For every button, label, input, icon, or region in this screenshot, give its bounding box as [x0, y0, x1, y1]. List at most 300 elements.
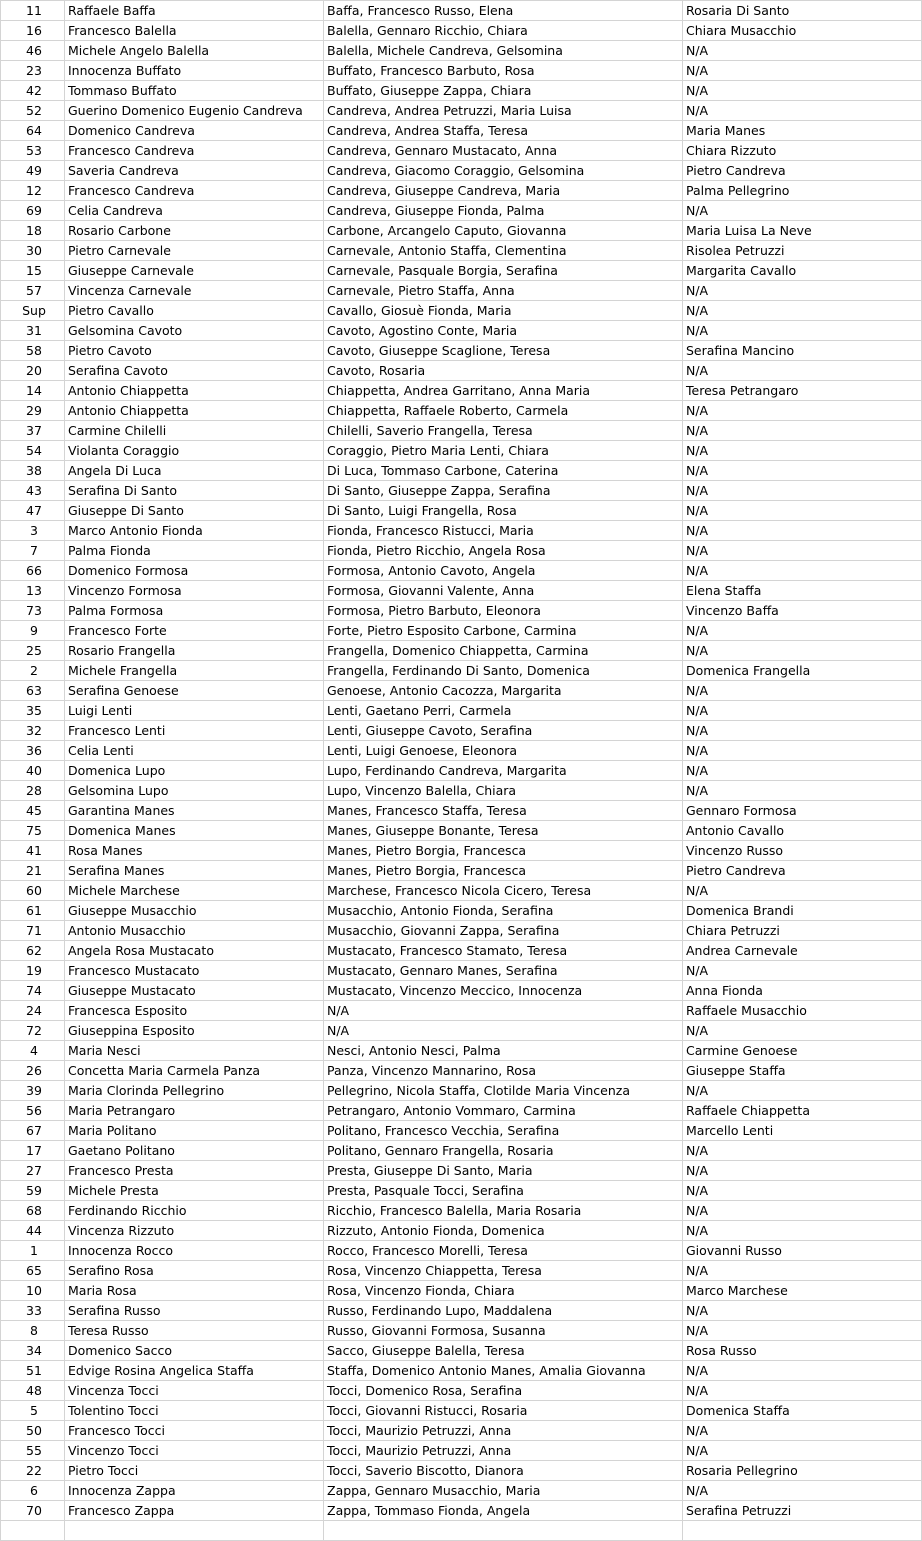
spouse-cell[interactable]: N/A — [683, 501, 922, 521]
spouse-cell[interactable]: N/A — [683, 1321, 922, 1341]
record-number-cell[interactable]: 56 — [1, 1101, 65, 1121]
parents-cell[interactable]: Staffa, Domenico Antonio Manes, Amalia Giovanna — [324, 1361, 683, 1381]
parents-cell[interactable]: Manes, Pietro Borgia, Francesca — [324, 861, 683, 881]
record-number-cell[interactable]: 40 — [1, 761, 65, 781]
spouse-cell[interactable]: N/A — [683, 1081, 922, 1101]
record-number-cell[interactable]: 68 — [1, 1201, 65, 1221]
person-name-cell[interactable]: Innocenza Buffato — [65, 61, 324, 81]
parents-cell[interactable]: Tocci, Saverio Biscotto, Dianora — [324, 1461, 683, 1481]
record-number-cell[interactable]: 27 — [1, 1161, 65, 1181]
record-number-cell[interactable]: 28 — [1, 781, 65, 801]
parents-cell[interactable]: Tocci, Domenico Rosa, Serafina — [324, 1381, 683, 1401]
parents-cell[interactable]: Candreva, Andrea Petruzzi, Maria Luisa — [324, 101, 683, 121]
parents-cell[interactable]: Mustacato, Francesco Stamato, Teresa — [324, 941, 683, 961]
parents-cell[interactable]: Di Santo, Giuseppe Zappa, Serafina — [324, 481, 683, 501]
record-number-cell[interactable]: 63 — [1, 681, 65, 701]
person-name-cell[interactable]: Carmine Chilelli — [65, 421, 324, 441]
person-name-cell[interactable]: Michele Angelo Balella — [65, 41, 324, 61]
record-number-cell[interactable]: 26 — [1, 1061, 65, 1081]
record-number-cell[interactable]: 29 — [1, 401, 65, 421]
spouse-cell[interactable]: Rosa Russo — [683, 1341, 922, 1361]
spouse-cell[interactable]: N/A — [683, 561, 922, 581]
record-number-cell[interactable]: 1 — [1, 1241, 65, 1261]
record-number-cell[interactable]: 23 — [1, 61, 65, 81]
record-number-cell[interactable]: 51 — [1, 1361, 65, 1381]
spouse-cell[interactable]: Giuseppe Staffa — [683, 1061, 922, 1081]
spouse-cell[interactable]: N/A — [683, 521, 922, 541]
parents-cell[interactable]: Chiappetta, Raffaele Roberto, Carmela — [324, 401, 683, 421]
record-number-cell[interactable]: 72 — [1, 1021, 65, 1041]
spouse-cell[interactable]: N/A — [683, 1441, 922, 1461]
person-name-cell[interactable]: Francesco Candreva — [65, 181, 324, 201]
parents-cell[interactable]: Ricchio, Francesco Balella, Maria Rosaria — [324, 1201, 683, 1221]
record-number-cell[interactable]: 52 — [1, 101, 65, 121]
record-number-cell[interactable]: 34 — [1, 1341, 65, 1361]
record-number-cell[interactable]: 6 — [1, 1481, 65, 1501]
person-name-cell[interactable]: Michele Frangella — [65, 661, 324, 681]
record-number-cell[interactable]: 73 — [1, 601, 65, 621]
record-number-cell[interactable]: 41 — [1, 841, 65, 861]
person-name-cell[interactable]: Pietro Cavoto — [65, 341, 324, 361]
person-name-cell[interactable]: Raffaele Baffa — [65, 1, 324, 21]
spouse-cell[interactable]: N/A — [683, 761, 922, 781]
spouse-cell[interactable]: Rosaria Di Santo — [683, 1, 922, 21]
record-number-cell[interactable]: 42 — [1, 81, 65, 101]
spouse-cell[interactable]: N/A — [683, 1421, 922, 1441]
person-name-cell[interactable]: Domenica Lupo — [65, 761, 324, 781]
record-number-cell[interactable]: 4 — [1, 1041, 65, 1061]
parents-cell[interactable]: Zappa, Gennaro Musacchio, Maria — [324, 1481, 683, 1501]
person-name-cell[interactable]: Giuseppe Musacchio — [65, 901, 324, 921]
parents-cell[interactable]: Balella, Gennaro Ricchio, Chiara — [324, 21, 683, 41]
record-number-cell[interactable]: 62 — [1, 941, 65, 961]
parents-cell[interactable]: Petrangaro, Antonio Vommaro, Carmina — [324, 1101, 683, 1121]
parents-cell[interactable]: Lenti, Luigi Genoese, Eleonora — [324, 741, 683, 761]
spouse-cell[interactable]: Margarita Cavallo — [683, 261, 922, 281]
person-name-cell[interactable]: Maria Clorinda Pellegrino — [65, 1081, 324, 1101]
spouse-cell[interactable]: N/A — [683, 361, 922, 381]
spouse-cell[interactable]: Pietro Candreva — [683, 861, 922, 881]
record-number-cell[interactable]: 65 — [1, 1261, 65, 1281]
person-name-cell[interactable]: Antonio Chiappetta — [65, 381, 324, 401]
person-name-cell[interactable]: Antonio Chiappetta — [65, 401, 324, 421]
record-number-cell[interactable]: 25 — [1, 641, 65, 661]
person-name-cell[interactable]: Celia Lenti — [65, 741, 324, 761]
person-name-cell[interactable]: Maria Rosa — [65, 1281, 324, 1301]
spouse-cell[interactable]: Raffaele Chiappetta — [683, 1101, 922, 1121]
spouse-cell[interactable]: N/A — [683, 1261, 922, 1281]
parents-cell[interactable]: Zappa, Tommaso Fionda, Angela — [324, 1501, 683, 1521]
spouse-cell[interactable]: Chiara Petruzzi — [683, 921, 922, 941]
record-number-cell[interactable]: 54 — [1, 441, 65, 461]
spouse-cell[interactable]: N/A — [683, 461, 922, 481]
person-name-cell[interactable]: Domenico Candreva — [65, 121, 324, 141]
spouse-cell[interactable]: Chiara Rizzuto — [683, 141, 922, 161]
record-number-cell[interactable]: 74 — [1, 981, 65, 1001]
person-name-cell[interactable]: Palma Fionda — [65, 541, 324, 561]
parents-cell[interactable]: Carnevale, Pietro Staffa, Anna — [324, 281, 683, 301]
person-name-cell[interactable]: Maria Petrangaro — [65, 1101, 324, 1121]
parents-cell[interactable]: Forte, Pietro Esposito Carbone, Carmina — [324, 621, 683, 641]
record-number-cell[interactable]: 11 — [1, 1, 65, 21]
parents-cell[interactable]: Candreva, Andrea Staffa, Teresa — [324, 121, 683, 141]
person-name-cell[interactable]: Rosa Manes — [65, 841, 324, 861]
person-name-cell[interactable]: Serafina Russo — [65, 1301, 324, 1321]
record-number-cell[interactable]: 48 — [1, 1381, 65, 1401]
spouse-cell[interactable]: Maria Manes — [683, 121, 922, 141]
record-number-cell[interactable]: 30 — [1, 241, 65, 261]
spouse-cell[interactable]: N/A — [683, 881, 922, 901]
record-number-cell[interactable]: 18 — [1, 221, 65, 241]
person-name-cell[interactable]: Innocenza Rocco — [65, 1241, 324, 1261]
spouse-cell[interactable]: Raffaele Musacchio — [683, 1001, 922, 1021]
person-name-cell[interactable]: Luigi Lenti — [65, 701, 324, 721]
record-number-cell[interactable]: 64 — [1, 121, 65, 141]
person-name-cell[interactable]: Serafino Rosa — [65, 1261, 324, 1281]
parents-cell[interactable]: Cavallo, Giosuè Fionda, Maria — [324, 301, 683, 321]
record-number-cell[interactable]: 36 — [1, 741, 65, 761]
record-number-cell[interactable]: 17 — [1, 1141, 65, 1161]
spouse-cell[interactable]: N/A — [683, 1181, 922, 1201]
person-name-cell[interactable]: Domenico Sacco — [65, 1341, 324, 1361]
spouse-cell[interactable]: N/A — [683, 701, 922, 721]
spouse-cell[interactable]: N/A — [683, 481, 922, 501]
record-number-cell[interactable]: 33 — [1, 1301, 65, 1321]
person-name-cell[interactable]: Edvige Rosina Angelica Staffa — [65, 1361, 324, 1381]
record-number-cell[interactable]: 59 — [1, 1181, 65, 1201]
parents-cell[interactable]: Candreva, Gennaro Mustacato, Anna — [324, 141, 683, 161]
record-number-cell[interactable]: 53 — [1, 141, 65, 161]
spouse-cell[interactable]: N/A — [683, 1301, 922, 1321]
parents-cell[interactable]: Rosa, Vincenzo Fionda, Chiara — [324, 1281, 683, 1301]
spouse-cell[interactable]: Palma Pellegrino — [683, 181, 922, 201]
record-number-cell[interactable]: 2 — [1, 661, 65, 681]
spouse-cell[interactable]: N/A — [683, 301, 922, 321]
parents-cell[interactable]: Cavoto, Giuseppe Scaglione, Teresa — [324, 341, 683, 361]
record-number-cell[interactable]: 20 — [1, 361, 65, 381]
record-number-cell[interactable]: 21 — [1, 861, 65, 881]
spouse-cell[interactable]: Giovanni Russo — [683, 1241, 922, 1261]
record-number-cell[interactable]: 38 — [1, 461, 65, 481]
person-name-cell[interactable]: Garantina Manes — [65, 801, 324, 821]
parents-cell[interactable]: Genoese, Antonio Cacozza, Margarita — [324, 681, 683, 701]
record-number-cell[interactable]: 70 — [1, 1501, 65, 1521]
spouse-cell[interactable]: Marco Marchese — [683, 1281, 922, 1301]
person-name-cell[interactable]: Francesco Balella — [65, 21, 324, 41]
spouse-cell[interactable]: N/A — [683, 541, 922, 561]
record-number-cell[interactable]: 60 — [1, 881, 65, 901]
record-number-cell[interactable]: 8 — [1, 1321, 65, 1341]
person-name-cell[interactable]: Pietro Carnevale — [65, 241, 324, 261]
parents-cell[interactable]: Rosa, Vincenzo Chiappetta, Teresa — [324, 1261, 683, 1281]
person-name-cell[interactable]: Tommaso Buffato — [65, 81, 324, 101]
parents-cell[interactable]: Tocci, Maurizio Petruzzi, Anna — [324, 1441, 683, 1461]
person-name-cell[interactable]: Domenico Formosa — [65, 561, 324, 581]
parents-cell[interactable]: Manes, Giuseppe Bonante, Teresa — [324, 821, 683, 841]
parents-cell[interactable]: Buffato, Francesco Barbuto, Rosa — [324, 61, 683, 81]
person-name-cell[interactable]: Giuseppe Di Santo — [65, 501, 324, 521]
parents-cell[interactable]: Candreva, Giacomo Coraggio, Gelsomina — [324, 161, 683, 181]
spouse-cell[interactable]: N/A — [683, 961, 922, 981]
spouse-cell[interactable]: Domenica Frangella — [683, 661, 922, 681]
parents-cell[interactable]: Formosa, Pietro Barbuto, Eleonora — [324, 601, 683, 621]
spouse-cell[interactable]: Vincenzo Russo — [683, 841, 922, 861]
parents-cell[interactable]: Cavoto, Rosaria — [324, 361, 683, 381]
person-name-cell[interactable]: Michele Marchese — [65, 881, 324, 901]
parents-cell[interactable]: Fionda, Francesco Ristucci, Maria — [324, 521, 683, 541]
record-number-cell[interactable]: 49 — [1, 161, 65, 181]
parents-cell[interactable]: Frangella, Domenico Chiappetta, Carmina — [324, 641, 683, 661]
spouse-cell[interactable]: N/A — [683, 101, 922, 121]
record-number-cell[interactable]: 39 — [1, 1081, 65, 1101]
parents-cell[interactable]: Di Santo, Luigi Frangella, Rosa — [324, 501, 683, 521]
record-number-cell[interactable]: 14 — [1, 381, 65, 401]
parents-cell[interactable]: Pellegrino, Nicola Staffa, Clotilde Maria Vincenza — [324, 1081, 683, 1101]
parents-cell[interactable]: Formosa, Antonio Cavoto, Angela — [324, 561, 683, 581]
parents-cell[interactable]: Chiappetta, Andrea Garritano, Anna Maria — [324, 381, 683, 401]
person-name-cell[interactable]: Saveria Candreva — [65, 161, 324, 181]
person-name-cell[interactable]: Gaetano Politano — [65, 1141, 324, 1161]
parents-cell[interactable]: Manes, Francesco Staffa, Teresa — [324, 801, 683, 821]
parents-cell[interactable]: Candreva, Giuseppe Fionda, Palma — [324, 201, 683, 221]
record-number-cell[interactable]: 32 — [1, 721, 65, 741]
parents-cell[interactable]: Di Luca, Tommaso Carbone, Caterina — [324, 461, 683, 481]
person-name-cell[interactable]: Michele Presta — [65, 1181, 324, 1201]
person-name-cell[interactable]: Angela Rosa Mustacato — [65, 941, 324, 961]
spouse-cell[interactable]: N/A — [683, 741, 922, 761]
parents-cell[interactable]: Presta, Pasquale Tocci, Serafina — [324, 1181, 683, 1201]
parents-cell[interactable]: Tocci, Maurizio Petruzzi, Anna — [324, 1421, 683, 1441]
person-name-cell[interactable]: Rosario Carbone — [65, 221, 324, 241]
record-number-cell[interactable]: 31 — [1, 321, 65, 341]
record-number-cell[interactable]: 69 — [1, 201, 65, 221]
person-name-cell[interactable]: Maria Nesci — [65, 1041, 324, 1061]
person-name-cell[interactable]: Francesco Presta — [65, 1161, 324, 1181]
record-number-cell[interactable]: 10 — [1, 1281, 65, 1301]
spouse-cell[interactable]: Andrea Carnevale — [683, 941, 922, 961]
record-number-cell[interactable]: 58 — [1, 341, 65, 361]
record-number-cell[interactable]: 44 — [1, 1221, 65, 1241]
parents-cell[interactable]: Sacco, Giuseppe Balella, Teresa — [324, 1341, 683, 1361]
person-name-cell[interactable]: Serafina Manes — [65, 861, 324, 881]
parents-cell[interactable]: Balella, Michele Candreva, Gelsomina — [324, 41, 683, 61]
person-name-cell[interactable]: Gelsomina Cavoto — [65, 321, 324, 341]
spouse-cell[interactable]: Chiara Musacchio — [683, 21, 922, 41]
person-name-cell[interactable]: Giuseppina Esposito — [65, 1021, 324, 1041]
person-name-cell[interactable]: Maria Politano — [65, 1121, 324, 1141]
parents-cell[interactable] — [324, 1521, 683, 1541]
person-name-cell[interactable]: Tolentino Tocci — [65, 1401, 324, 1421]
record-number-cell[interactable]: 61 — [1, 901, 65, 921]
parents-cell[interactable]: Manes, Pietro Borgia, Francesca — [324, 841, 683, 861]
person-name-cell[interactable]: Celia Candreva — [65, 201, 324, 221]
person-name-cell[interactable]: Francesco Candreva — [65, 141, 324, 161]
spouse-cell[interactable]: Antonio Cavallo — [683, 821, 922, 841]
parents-cell[interactable]: Mustacato, Gennaro Manes, Serafina — [324, 961, 683, 981]
person-name-cell[interactable]: Innocenza Zappa — [65, 1481, 324, 1501]
spouse-cell[interactable]: N/A — [683, 81, 922, 101]
spouse-cell[interactable]: N/A — [683, 1201, 922, 1221]
parents-cell[interactable]: Musacchio, Antonio Fionda, Serafina — [324, 901, 683, 921]
person-name-cell[interactable] — [65, 1521, 324, 1541]
person-name-cell[interactable]: Giuseppe Carnevale — [65, 261, 324, 281]
parents-cell[interactable]: Cavoto, Agostino Conte, Maria — [324, 321, 683, 341]
record-number-cell[interactable]: 3 — [1, 521, 65, 541]
record-number-cell[interactable]: 37 — [1, 421, 65, 441]
person-name-cell[interactable]: Francesco Mustacato — [65, 961, 324, 981]
parents-cell[interactable]: Rizzuto, Antonio Fionda, Domenica — [324, 1221, 683, 1241]
record-number-cell[interactable]: 35 — [1, 701, 65, 721]
person-name-cell[interactable]: Francesco Lenti — [65, 721, 324, 741]
parents-cell[interactable]: Frangella, Ferdinando Di Santo, Domenica — [324, 661, 683, 681]
person-name-cell[interactable]: Francesco Tocci — [65, 1421, 324, 1441]
spouse-cell[interactable]: N/A — [683, 721, 922, 741]
person-name-cell[interactable]: Pietro Tocci — [65, 1461, 324, 1481]
person-name-cell[interactable]: Vincenzo Formosa — [65, 581, 324, 601]
person-name-cell[interactable]: Vincenza Tocci — [65, 1381, 324, 1401]
spouse-cell[interactable]: N/A — [683, 201, 922, 221]
parents-cell[interactable]: Carbone, Arcangelo Caputo, Giovanna — [324, 221, 683, 241]
spouse-cell[interactable]: Elena Staffa — [683, 581, 922, 601]
record-number-cell[interactable]: 57 — [1, 281, 65, 301]
record-number-cell[interactable]: 13 — [1, 581, 65, 601]
spouse-cell[interactable]: Domenica Staffa — [683, 1401, 922, 1421]
person-name-cell[interactable]: Vincenzo Tocci — [65, 1441, 324, 1461]
record-number-cell[interactable]: 75 — [1, 821, 65, 841]
spouse-cell[interactable]: Teresa Petrangaro — [683, 381, 922, 401]
spouse-cell[interactable]: Carmine Genoese — [683, 1041, 922, 1061]
record-number-cell[interactable]: 55 — [1, 1441, 65, 1461]
spouse-cell[interactable]: N/A — [683, 1481, 922, 1501]
record-number-cell[interactable]: 45 — [1, 801, 65, 821]
person-name-cell[interactable]: Pietro Cavallo — [65, 301, 324, 321]
person-name-cell[interactable]: Serafina Genoese — [65, 681, 324, 701]
person-name-cell[interactable]: Francesca Esposito — [65, 1001, 324, 1021]
parents-cell[interactable]: Politano, Francesco Vecchia, Serafina — [324, 1121, 683, 1141]
spouse-cell[interactable]: N/A — [683, 681, 922, 701]
spouse-cell[interactable]: Risolea Petruzzi — [683, 241, 922, 261]
record-number-cell[interactable]: 46 — [1, 41, 65, 61]
spouse-cell[interactable]: N/A — [683, 1381, 922, 1401]
parents-cell[interactable]: Lupo, Vincenzo Balella, Chiara — [324, 781, 683, 801]
spouse-cell[interactable]: Maria Luisa La Neve — [683, 221, 922, 241]
record-number-cell[interactable]: 24 — [1, 1001, 65, 1021]
person-name-cell[interactable]: Domenica Manes — [65, 821, 324, 841]
person-name-cell[interactable]: Marco Antonio Fionda — [65, 521, 324, 541]
parents-cell[interactable]: Candreva, Giuseppe Candreva, Maria — [324, 181, 683, 201]
person-name-cell[interactable]: Francesco Zappa — [65, 1501, 324, 1521]
parents-cell[interactable]: Tocci, Giovanni Ristucci, Rosaria — [324, 1401, 683, 1421]
person-name-cell[interactable]: Francesco Forte — [65, 621, 324, 641]
spouse-cell[interactable]: N/A — [683, 41, 922, 61]
parents-cell[interactable]: Rocco, Francesco Morelli, Teresa — [324, 1241, 683, 1261]
person-name-cell[interactable]: Serafina Cavoto — [65, 361, 324, 381]
record-number-cell[interactable]: 66 — [1, 561, 65, 581]
spouse-cell[interactable] — [683, 1521, 922, 1541]
person-name-cell[interactable]: Concetta Maria Carmela Panza — [65, 1061, 324, 1081]
parents-cell[interactable]: Russo, Ferdinando Lupo, Maddalena — [324, 1301, 683, 1321]
parents-cell[interactable]: Lenti, Giuseppe Cavoto, Serafina — [324, 721, 683, 741]
spouse-cell[interactable]: Vincenzo Baffa — [683, 601, 922, 621]
spouse-cell[interactable]: N/A — [683, 321, 922, 341]
parents-cell[interactable]: Russo, Giovanni Formosa, Susanna — [324, 1321, 683, 1341]
spouse-cell[interactable]: Serafina Petruzzi — [683, 1501, 922, 1521]
person-name-cell[interactable]: Vincenza Rizzuto — [65, 1221, 324, 1241]
parents-cell[interactable]: Chilelli, Saverio Frangella, Teresa — [324, 421, 683, 441]
spouse-cell[interactable]: Anna Fionda — [683, 981, 922, 1001]
person-name-cell[interactable]: Angela Di Luca — [65, 461, 324, 481]
spouse-cell[interactable]: N/A — [683, 421, 922, 441]
record-number-cell[interactable]: 5 — [1, 1401, 65, 1421]
spouse-cell[interactable]: N/A — [683, 441, 922, 461]
spouse-cell[interactable]: Marcello Lenti — [683, 1121, 922, 1141]
person-name-cell[interactable]: Rosario Frangella — [65, 641, 324, 661]
spouse-cell[interactable]: N/A — [683, 621, 922, 641]
parents-cell[interactable]: Nesci, Antonio Nesci, Palma — [324, 1041, 683, 1061]
record-number-cell[interactable]: Sup — [1, 301, 65, 321]
parents-cell[interactable]: Carnevale, Pasquale Borgia, Serafina — [324, 261, 683, 281]
record-number-cell[interactable]: 47 — [1, 501, 65, 521]
spouse-cell[interactable]: N/A — [683, 781, 922, 801]
person-name-cell[interactable]: Ferdinando Ricchio — [65, 1201, 324, 1221]
spouse-cell[interactable]: N/A — [683, 1161, 922, 1181]
spouse-cell[interactable]: N/A — [683, 401, 922, 421]
parents-cell[interactable]: Lupo, Ferdinando Candreva, Margarita — [324, 761, 683, 781]
spouse-cell[interactable]: N/A — [683, 641, 922, 661]
spouse-cell[interactable]: Pietro Candreva — [683, 161, 922, 181]
person-name-cell[interactable]: Violanta Coraggio — [65, 441, 324, 461]
spouse-cell[interactable]: Rosaria Pellegrino — [683, 1461, 922, 1481]
parents-cell[interactable]: Politano, Gennaro Frangella, Rosaria — [324, 1141, 683, 1161]
person-name-cell[interactable]: Serafina Di Santo — [65, 481, 324, 501]
record-number-cell[interactable]: 43 — [1, 481, 65, 501]
parents-cell[interactable]: Lenti, Gaetano Perri, Carmela — [324, 701, 683, 721]
person-name-cell[interactable]: Antonio Musacchio — [65, 921, 324, 941]
person-name-cell[interactable]: Vincenza Carnevale — [65, 281, 324, 301]
spouse-cell[interactable]: N/A — [683, 61, 922, 81]
parents-cell[interactable]: Coraggio, Pietro Maria Lenti, Chiara — [324, 441, 683, 461]
parents-cell[interactable]: Buffato, Giuseppe Zappa, Chiara — [324, 81, 683, 101]
record-number-cell[interactable]: 16 — [1, 21, 65, 41]
parents-cell[interactable]: Marchese, Francesco Nicola Cicero, Teresa — [324, 881, 683, 901]
record-number-cell[interactable]: 7 — [1, 541, 65, 561]
spouse-cell[interactable]: N/A — [683, 1021, 922, 1041]
parents-cell[interactable]: Fionda, Pietro Ricchio, Angela Rosa — [324, 541, 683, 561]
parents-cell[interactable]: Baffa, Francesco Russo, Elena — [324, 1, 683, 21]
spouse-cell[interactable]: Gennaro Formosa — [683, 801, 922, 821]
record-number-cell[interactable]: 50 — [1, 1421, 65, 1441]
person-name-cell[interactable]: Gelsomina Lupo — [65, 781, 324, 801]
parents-cell[interactable]: Presta, Giuseppe Di Santo, Maria — [324, 1161, 683, 1181]
spouse-cell[interactable]: Domenica Brandi — [683, 901, 922, 921]
parents-cell[interactable]: Carnevale, Antonio Staffa, Clementina — [324, 241, 683, 261]
spouse-cell[interactable]: Serafina Mancino — [683, 341, 922, 361]
parents-cell[interactable]: Panza, Vincenzo Mannarino, Rosa — [324, 1061, 683, 1081]
person-name-cell[interactable]: Teresa Russo — [65, 1321, 324, 1341]
record-number-cell[interactable] — [1, 1521, 65, 1541]
spouse-cell[interactable]: N/A — [683, 1141, 922, 1161]
record-number-cell[interactable]: 15 — [1, 261, 65, 281]
record-number-cell[interactable]: 71 — [1, 921, 65, 941]
spouse-cell[interactable]: N/A — [683, 1361, 922, 1381]
person-name-cell[interactable]: Giuseppe Mustacato — [65, 981, 324, 1001]
parents-cell[interactable]: N/A — [324, 1021, 683, 1041]
parents-cell[interactable]: Musacchio, Giovanni Zappa, Serafina — [324, 921, 683, 941]
spouse-cell[interactable]: N/A — [683, 1221, 922, 1241]
parents-cell[interactable]: Formosa, Giovanni Valente, Anna — [324, 581, 683, 601]
parents-cell[interactable]: N/A — [324, 1001, 683, 1021]
parents-cell[interactable]: Mustacato, Vincenzo Meccico, Innocenza — [324, 981, 683, 1001]
